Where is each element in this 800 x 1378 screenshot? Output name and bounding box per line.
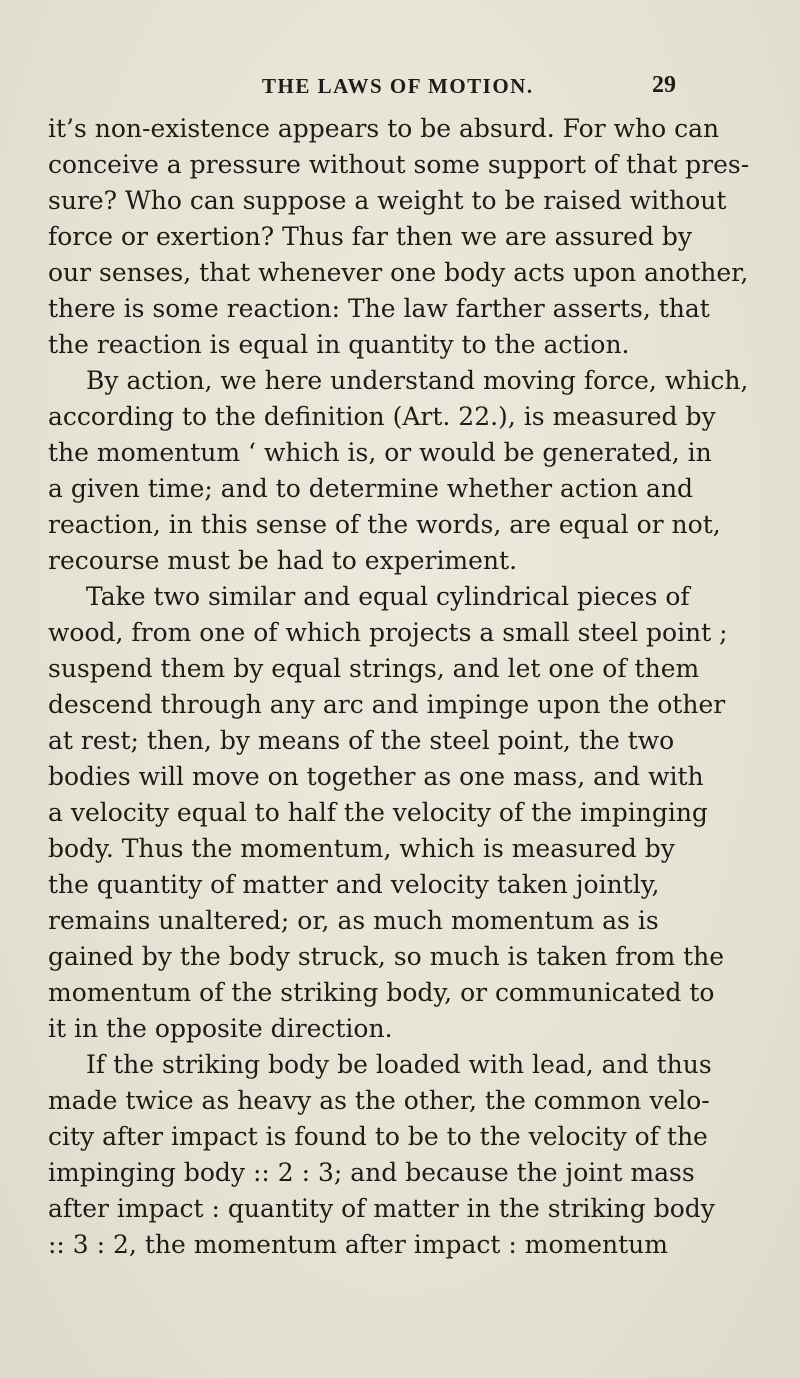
text-line: at rest; then, by means of the steel point, the two [48,726,675,755]
text-line: the quantity of matter and velocity taken jointly, [48,870,660,899]
text-line: :: 3 : 2, the momentum after impact : momentum [48,1230,668,1259]
text-line: bodies will move on together as one mass, and with [48,762,704,791]
text-line: according to the definition (Art. 22.), is measured by [48,402,716,431]
text-line: momentum of the striking body, or communicated to [48,978,715,1007]
text-line: conceive a pressure without some support of that pres- [48,150,750,179]
text-line: remains unaltered; or, as much momentum as is [48,906,659,935]
text-line: gained by the body struck, so much is taken from the [48,942,725,971]
text-line: a given time; and to determine whether action and [48,474,694,503]
text-line: body. Thus the momentum, which is measured by [48,834,675,863]
text-line: impinging body :: 2 : 3; and because the joint mass [48,1158,695,1187]
text-line: after impact : quantity of matter in the striking body [48,1194,715,1223]
text-line: city after impact is found to be to the velocity of the [48,1122,708,1151]
text-line: it’s non-existence appears to be absurd. For who can [48,114,720,143]
text-line: suspend them by equal strings, and let one of them [48,654,700,683]
text-line: reaction, in this sense of the words, are equal or not, [48,510,721,539]
text-line: sure? Who can suppose a weight to be raised without [48,186,727,215]
text-line: Take two similar and equal cylindrical pieces of [86,582,690,611]
page-number: 29 [652,72,676,98]
text-line: force or exertion? Thus far then we are assured by [48,222,693,251]
text-line: there is some reaction: The law farther asserts, that [48,294,710,323]
text-line: descend through any arc and impinge upon the other [48,690,726,719]
text-line: our senses, that whenever one body acts upon another, [48,258,749,287]
page-header [0,74,800,110]
text-line: made twice as heavy as the other, the common velo- [48,1086,710,1115]
text-line: If the striking body be loaded with lead, and thus [86,1050,712,1079]
text-line: recourse must be had to experiment. [48,546,518,575]
text-line: wood, from one of which projects a small steel point ; [48,618,728,647]
running-title: THE LAWS OF MOTION. [262,74,534,98]
text-line: By action, we here understand moving force, which, [86,366,749,395]
text-line: the momentum ‘ which is, or would be generated, in [48,438,712,467]
text-line: it in the opposite direction. [48,1014,393,1043]
text-line: a velocity equal to half the velocity of the impinging [48,798,708,827]
text-line: the reaction is equal in quantity to the action. [48,330,630,359]
